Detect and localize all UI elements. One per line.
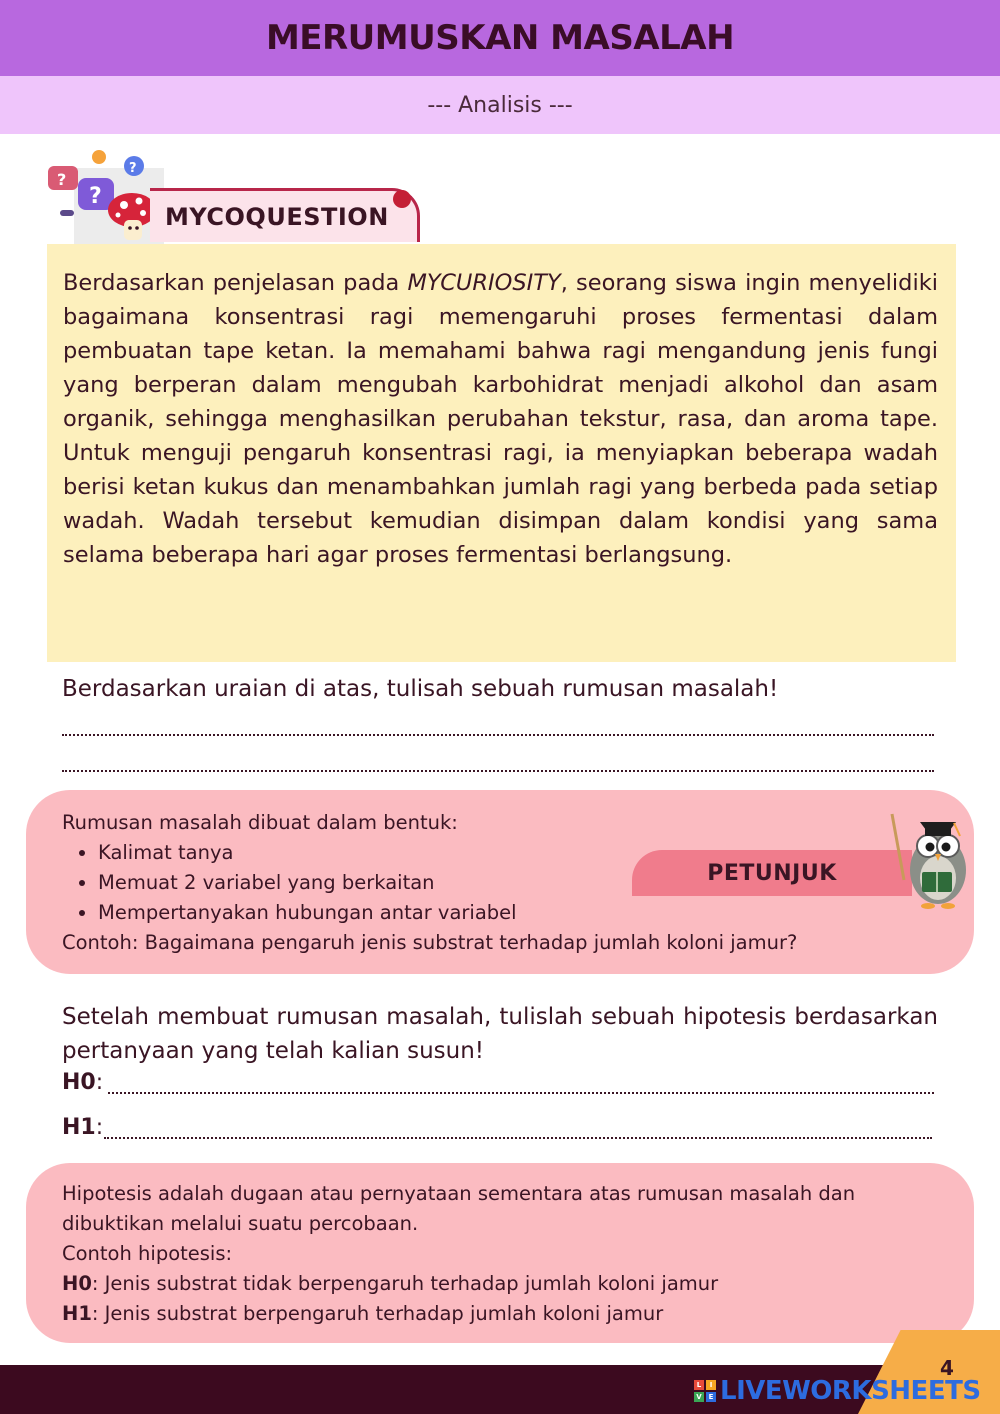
hypothesis-definition: Hipotesis adalah dugaan atau pernyataan sementara atas rumusan masalah dan dibuktikan melalui suatu percobaan. [62,1182,856,1235]
svg-text:?: ? [89,184,102,209]
list-item: • Kalimat tanya [98,838,797,868]
h0-answer-line[interactable] [108,1092,934,1094]
hint-example: Contoh: Bagaimana pengaruh jenis substrat terhadap jumlah koloni jamur? [62,931,798,954]
example-h0: H0: Jenis substrat tidak berpengaruh terhadap jumlah koloni jamur [62,1272,719,1295]
story-text: Berdasarkan penjelasan pada MYCURIOSITY, seorang siswa ingin menyelidiki bagaimana konsentrasi ragi memengaruhi proses fermentasi dalam pembuatan tape ketan. Ia memahami bahwa ragi mengandung jenis fungi yang berperan dalam mengubah karbohidrat menjadi alkohol dan asam organik, sehingga menghasilkan perubahan tekstur, rasa, dan aroma tape. Untuk menguji pengaruh konsentrasi ragi, ia menyiapkan beberapa wadah berisi ketan kukus dan menambahkan jumlah ragi yang berbeda pada setiap wadah. Wadah tersebut kemudian disimpan dalam kondisi yang sama selama beberapa hari agar proses fermentasi berlangsung. [47,244,956,662]
svg-text:?: ? [129,161,137,176]
svg-text:?: ? [57,170,67,189]
answer-line-1[interactable] [62,734,934,736]
question-bubbles-mushroom-icon [44,148,164,248]
example-title: Contoh hipotesis: [62,1242,233,1265]
page-title: MERUMUSKAN MASALAH [265,18,735,58]
list-item: • Memuat 2 variabel yang berkaitan [98,868,797,898]
hint-box-hypothesis [26,1163,974,1343]
liveworksheets-logo-icon: L I V E [694,1380,716,1402]
liveworksheets-brand[interactable] [694,1376,981,1406]
owl-teacher-icon [888,806,974,912]
mycoquestion-label: MYCOQUESTION [150,188,420,242]
list-item: • Mempertanyakan hubungan antar variabel [98,898,797,928]
tab-decoration-dot [393,190,411,208]
h0-row: H0: [62,1070,104,1095]
hint-box-problem [26,790,974,974]
story-emphasis: MYCURIOSITY [407,270,561,296]
hint-text: Rumusan masalah dibuat dalam bentuk: • Kalimat tanya • Memuat 2 variabel yang berkaitan • Mempertanyakan hubungan antar variabel Contoh: Bagaimana pengaruh jenis substrat terhadap jumlah koloni jamur? [62,808,797,958]
petunjuk-badge: PETUNJUK [632,850,912,896]
h1-answer-line[interactable] [104,1137,932,1139]
page-header [0,0,1000,76]
page-number: 4 [940,1356,954,1380]
problem-prompt: Berdasarkan uraian di atas, tulisah sebuah rumusan masalah! [62,676,779,702]
liveworksheets-text: LIVEWORKSHEETS [720,1376,981,1406]
hint-text [62,1179,942,1329]
h1-row: H1: [62,1115,104,1140]
hypothesis-prompt: Setelah membuat rumusan masalah, tulislah sebuah hipotesis berdasarkan pertanyaan yang telah kalian susun! [62,1004,938,1064]
answer-line-2[interactable] [62,770,934,772]
example-h1: H1: Jenis substrat berpengaruh terhadap jumlah koloni jamur [62,1302,664,1325]
page-subtitle: --- Analisis --- [0,76,1000,134]
